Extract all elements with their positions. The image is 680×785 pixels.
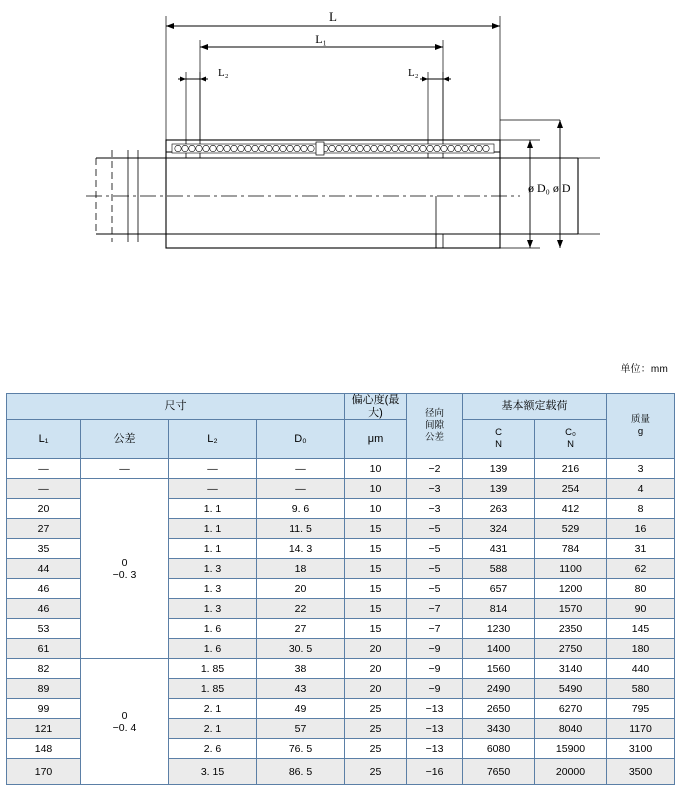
cell-c: 139: [463, 459, 535, 479]
cell-rad: −3: [407, 499, 463, 519]
cell-mass: 440: [607, 659, 675, 679]
header-mass: [607, 394, 675, 459]
cell-l1: 44: [7, 559, 81, 579]
cell-l1: 46: [7, 579, 81, 599]
cell-ecc: 20: [345, 659, 407, 679]
cell-d0: 30. 5: [257, 639, 345, 659]
cell-l2: 1. 85: [169, 679, 257, 699]
header-mass-top: 质量: [630, 414, 650, 426]
cell-c0: 5490: [535, 679, 607, 699]
cell-l1: —: [7, 479, 81, 499]
header-col-l1: L₁: [7, 420, 81, 459]
header-col-c0-unit: N: [567, 439, 574, 451]
cell-l1: 82: [7, 659, 81, 679]
tol-top: 0: [121, 556, 128, 569]
cell-l2: 1. 1: [169, 499, 257, 519]
cell-c: 3430: [463, 719, 535, 739]
cell-rad: −16: [407, 759, 463, 785]
cell-l2: 1. 3: [169, 599, 257, 619]
dim-label-diameters: ø D₀ ø D: [528, 181, 571, 195]
cell-l1: 35: [7, 539, 81, 559]
cell-mass: 3100: [607, 739, 675, 759]
table-row: [7, 479, 675, 499]
cell-c: 2490: [463, 679, 535, 699]
cell-mass: 3500: [607, 759, 675, 785]
cell-ecc: 10: [345, 499, 407, 519]
cell-rad: −7: [407, 619, 463, 639]
cell-c0: 20000: [535, 759, 607, 785]
header-group-load: 基本额定载荷: [463, 394, 607, 420]
cell-l2: 1. 3: [169, 579, 257, 599]
cell-d0: 43: [257, 679, 345, 699]
cell-d0: 11. 5: [257, 519, 345, 539]
table-row: [7, 459, 675, 479]
cell-c0: 784: [535, 539, 607, 559]
cell-tolerance-group-2: [81, 659, 169, 785]
cell-d0: 18: [257, 559, 345, 579]
cell-c: 1560: [463, 659, 535, 679]
tol-bottom: −0. 4: [112, 721, 137, 734]
cell-l2: 1. 85: [169, 659, 257, 679]
cell-c0: 2750: [535, 639, 607, 659]
dim-label-L1: L₁: [315, 32, 327, 46]
cell-c: 324: [463, 519, 535, 539]
specification-table: [6, 393, 675, 785]
cell-rad: −7: [407, 599, 463, 619]
dim-label-L: L: [329, 9, 337, 24]
cell-d0: —: [257, 479, 345, 499]
cell-ecc: 10: [345, 479, 407, 499]
cell-d0: 49: [257, 699, 345, 719]
cell-c: 139: [463, 479, 535, 499]
cell-rad: −5: [407, 579, 463, 599]
cell-mass: 80: [607, 579, 675, 599]
cell-d0: 22: [257, 599, 345, 619]
cell-rad: −5: [407, 519, 463, 539]
cell-ecc: 20: [345, 679, 407, 699]
cell-d0: 76. 5: [257, 739, 345, 759]
cell-l2: —: [169, 479, 257, 499]
cell-c0: 1570: [535, 599, 607, 619]
header-col-c0-top: C₀: [565, 427, 576, 439]
cell-d0: 27: [257, 619, 345, 639]
cell-c0: 529: [535, 519, 607, 539]
header-group-radial: 径向 间隙 公差: [407, 394, 463, 459]
header-col-d0: D₀: [257, 420, 345, 459]
cell-l1: 27: [7, 519, 81, 539]
header-col-l2: L₂: [169, 420, 257, 459]
cell-tolerance-group-1: [81, 479, 169, 659]
cell-d0: 20: [257, 579, 345, 599]
header-group-eccentricity: 偏心度(最大): [345, 394, 407, 420]
cell-l2: 2. 1: [169, 699, 257, 719]
bearing-technical-drawing: [0, 0, 680, 380]
cell-l1: 61: [7, 639, 81, 659]
cell-ecc: 25: [345, 699, 407, 719]
cell-mass: 62: [607, 559, 675, 579]
cell-l1: 89: [7, 679, 81, 699]
cell-rad: −13: [407, 699, 463, 719]
cell-mass: 145: [607, 619, 675, 639]
cell-c: 6080: [463, 739, 535, 759]
cell-c: 431: [463, 539, 535, 559]
cell-mass: 8: [607, 499, 675, 519]
cell-l1: 148: [7, 739, 81, 759]
cell-ecc: 20: [345, 639, 407, 659]
cell-rad: −5: [407, 539, 463, 559]
cell-rad: −2: [407, 459, 463, 479]
cell-l1: 53: [7, 619, 81, 639]
cell-mass: 1170: [607, 719, 675, 739]
tol-bottom: −0. 3: [112, 568, 137, 581]
cell-l2: 1. 1: [169, 519, 257, 539]
cell-d0: 14. 3: [257, 539, 345, 559]
cell-mass: 3: [607, 459, 675, 479]
cell-mass: 180: [607, 639, 675, 659]
cell-l2: 1. 1: [169, 539, 257, 559]
cell-ecc: 25: [345, 719, 407, 739]
header-col-c0: [535, 420, 607, 459]
cell-c0: 1200: [535, 579, 607, 599]
cell-tolerance: —: [81, 459, 169, 479]
cell-d0: 86. 5: [257, 759, 345, 785]
cell-l2: 2. 1: [169, 719, 257, 739]
cell-ecc: 15: [345, 519, 407, 539]
header-col-ecc-um: μm: [345, 420, 407, 459]
header-col-c-top: C: [495, 427, 502, 439]
cell-c0: 2350: [535, 619, 607, 639]
cell-d0: 38: [257, 659, 345, 679]
cell-d0: 9. 6: [257, 499, 345, 519]
cell-c: 263: [463, 499, 535, 519]
cell-l1: 99: [7, 699, 81, 719]
cell-l1: 46: [7, 599, 81, 619]
unit-note: 单位：mm: [620, 364, 668, 375]
cell-c: 657: [463, 579, 535, 599]
header-col-tolerance: 公差: [81, 420, 169, 459]
header-col-c: [463, 420, 535, 459]
cell-c0: 254: [535, 479, 607, 499]
cell-mass: 4: [607, 479, 675, 499]
cell-d0: —: [257, 459, 345, 479]
cell-rad: −5: [407, 559, 463, 579]
cell-l2: 3. 15: [169, 759, 257, 785]
cell-c0: 3140: [535, 659, 607, 679]
cell-d0: 57: [257, 719, 345, 739]
dim-label-L2-left: L₂: [218, 67, 229, 79]
cell-mass: 795: [607, 699, 675, 719]
header-mass-unit: g: [637, 426, 644, 438]
cell-c0: 15900: [535, 739, 607, 759]
cell-rad: −9: [407, 659, 463, 679]
cell-c0: 1100: [535, 559, 607, 579]
header-col-c-unit: N: [495, 439, 502, 451]
table-row: [7, 659, 675, 679]
cell-rad: −13: [407, 739, 463, 759]
cell-c0: 8040: [535, 719, 607, 739]
cell-mass: 90: [607, 599, 675, 619]
cell-l2: —: [169, 459, 257, 479]
table-body: [7, 459, 675, 785]
cell-ecc: 15: [345, 579, 407, 599]
cell-c: 1230: [463, 619, 535, 639]
cell-c0: 6270: [535, 699, 607, 719]
header-group-dimensions: 尺寸: [7, 394, 345, 420]
cell-ecc: 10: [345, 459, 407, 479]
dim-label-L2-right: L₂: [408, 67, 419, 79]
cell-rad: −13: [407, 719, 463, 739]
cell-ecc: 15: [345, 599, 407, 619]
tol-top: 0: [121, 709, 128, 722]
cell-rad: −9: [407, 639, 463, 659]
cell-l1: 170: [7, 759, 81, 785]
cell-l1: 20: [7, 499, 81, 519]
cell-l1: 121: [7, 719, 81, 739]
cell-c0: 216: [535, 459, 607, 479]
cell-mass: 31: [607, 539, 675, 559]
cell-c: 588: [463, 559, 535, 579]
cell-c: 2650: [463, 699, 535, 719]
cell-ecc: 15: [345, 539, 407, 559]
cell-ecc: 15: [345, 559, 407, 579]
cell-c: 7650: [463, 759, 535, 785]
cell-ecc: 15: [345, 619, 407, 639]
cell-c: 814: [463, 599, 535, 619]
cell-rad: −9: [407, 679, 463, 699]
cell-l2: 2. 6: [169, 739, 257, 759]
cell-rad: −3: [407, 479, 463, 499]
cell-l2: 1. 6: [169, 639, 257, 659]
cell-c: 1400: [463, 639, 535, 659]
cell-l2: 1. 6: [169, 619, 257, 639]
cell-l2: 1. 3: [169, 559, 257, 579]
cell-ecc: 25: [345, 759, 407, 785]
cell-mass: 16: [607, 519, 675, 539]
cell-mass: 580: [607, 679, 675, 699]
cell-l1: —: [7, 459, 81, 479]
cell-ecc: 25: [345, 739, 407, 759]
cell-c0: 412: [535, 499, 607, 519]
